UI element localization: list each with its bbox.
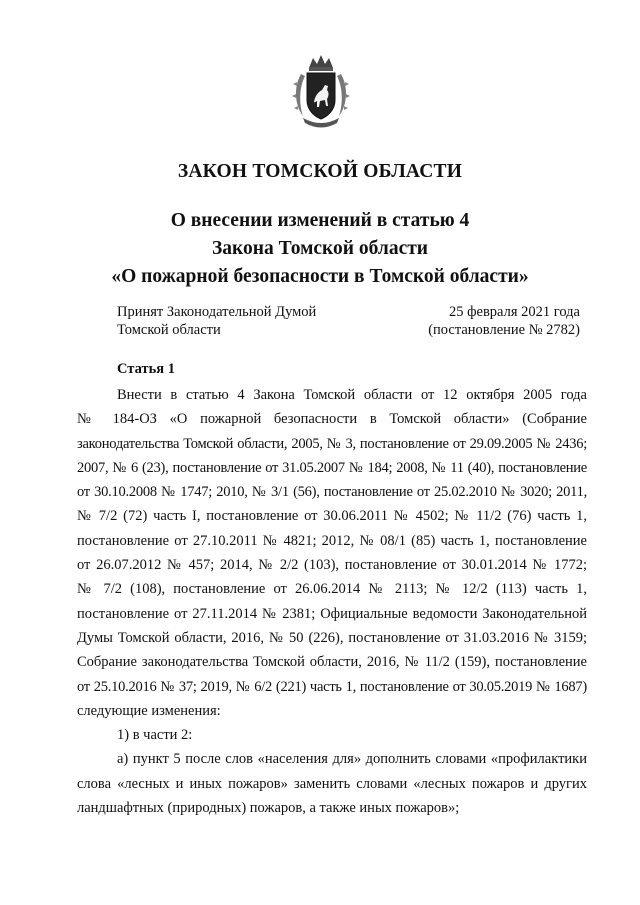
adopted-by-line: Томской области — [117, 322, 221, 338]
adopted-date-line: 25 февраля 2021 года — [448, 304, 580, 320]
body-line: № 184-ОЗ «О пожарной безопасности в Томской области» (Собрание — [77, 411, 587, 428]
body-line: от 25.10.2016 № 37; 2019, № 6/2 (221) часть 1, постановление от 30.05.2019 № 1687) — [77, 678, 587, 695]
body-line: следующие изменения: — [77, 702, 221, 719]
body-line: № 7/2 (108), постановление от 26.06.2014 № 2113; № 12/2 (113) часть 1, — [77, 581, 587, 598]
document-subtitle — [0, 207, 640, 291]
body-line: Собрание законодательства Томской области, 2016, № 11/2 (159), постановление — [77, 654, 587, 671]
body-line: постановление от 27.11.2014 № 2381; Официальные ведомости Законодательной — [77, 605, 587, 622]
body-line: 1) в части 2: — [117, 727, 193, 744]
adopted-by-line: Принят Законодательной Думой — [117, 304, 317, 320]
subtitle-line: О внесении изменений в статью 4 — [170, 210, 470, 231]
coat-of-arms-icon — [291, 52, 351, 130]
body-line: от 26.07.2012 № 457; 2014, № 2/2 (103), постановление от 30.01.2014 № 1772; — [77, 557, 587, 574]
body-line: слова «лесных и иных пожаров» заменить словами «лесных пожаров и других — [77, 775, 587, 792]
subtitle-line: Закона Томской области — [211, 238, 429, 259]
body-line: 2007, № 6 (23), постановление от 31.05.2007 № 184; 2008, № 11 (40), постановление — [77, 459, 587, 476]
document-title: ЗАКОН ТОМСКОЙ ОБЛАСТИ — [177, 161, 463, 182]
body-line: Внести в статью 4 Закона Томской области от 12 октября 2005 года — [117, 387, 587, 403]
article-body — [77, 383, 587, 820]
body-line: законодательства Томской области, 2005, № 3, постановление от 29.09.2005 № 2436; — [77, 435, 587, 452]
body-line: от 30.10.2008 № 1747; 2010, № 3/1 (56), постановление от 25.02.2010 № 3020; 2011, — [77, 484, 587, 501]
subtitle-line: «О пожарной безопасности в Томской области» — [111, 266, 529, 287]
body-line: а) пункт 5 после слов «населения для» дополнить словами «профилактики — [117, 751, 587, 768]
adopted-date — [428, 303, 580, 339]
body-line: ландшафтных (природных) пожаров, а также иных пожаров»; — [77, 800, 460, 817]
body-line: Думы Томской области, 2016, № 50 (226), постановление от 31.03.2016 № 3159; — [77, 629, 587, 646]
adopted-decree-line: (постановление № 2782) — [428, 322, 580, 338]
adopted-by — [117, 303, 316, 339]
body-line: № 7/2 (72) часть I, постановление от 30.06.2011 № 4502; № 11/2 (76) часть 1, — [77, 508, 587, 525]
article-heading: Статья 1 — [117, 361, 175, 377]
body-line: постановление от 27.10.2011 № 4821; 2012, № 08/1 (85) часть 1, постановление — [77, 532, 587, 549]
